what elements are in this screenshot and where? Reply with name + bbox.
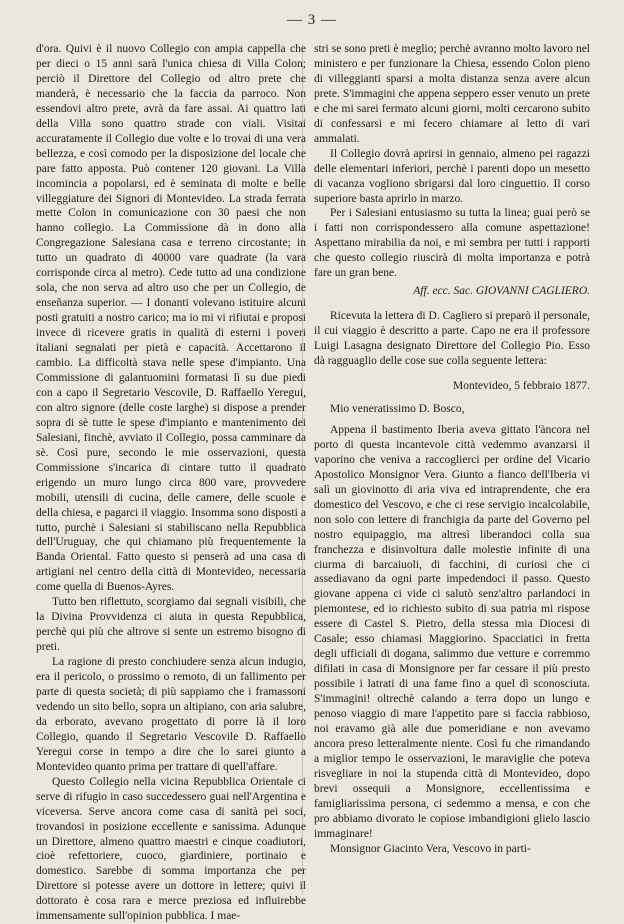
- letter-dateline: Montevideo, 5 febbraio 1877.: [452, 380, 590, 393]
- paragraph: Questo Collegio nella vicina Repubblica Orientale ci serve di rifugio in caso succedessero guai nell'Argentina e viceversa. Serve ancora come casa di sanità pei soci, trovandosi in posizione eccellente e sanissima. Adunque un Direttore, almeno quattro maestri e cinque coadiutori, cioè refettoriere, cuoco, giardiniere, portinaio e domestico. Sarebbe di somma importanza che per Direttore si potesse avere un dottore in lettere; quivi il dottorato è cosa rara e merce preziosa ed influirebbe immensamente sull'opinion pubblica. I mae-: [36, 775, 306, 923]
- paragraph: Il Collegio dovrà aprirsi in gennaio, almeno pei ragazzi delle elementari inferiori, perchè i parenti dopo un mesetto di vacanza vogliono sbrigarsi dal loro cinguettio. Il corso superiore basta aprirlo in marzo.: [314, 147, 590, 205]
- page-number: — 3 —: [287, 12, 337, 28]
- letter-salutation: Mio veneratissimo D. Bosco,: [330, 402, 465, 415]
- left-column: [36, 42, 306, 924]
- paragraph: d'ora. Quivi è il nuovo Collegio con ampia cappella che per dieci o 15 anni sarà l'unica chiesa di Villa Colon; perciò il Direttore del Collegio od altro prete che manderà, è necessario che la faccia da parroco. Non essendovi altro prete, avrà da fare assai. Ai quattro lati della Villa sono quattro strade con viali. Visitai accuratamente il Collegio due volte e lo trovai di una vera bellezza, e così comodo per la disposizione del locale che pare fatto apposta. Può contener 120 giovani. La Villa incomincia a popolarsi, ed è seminata di molte e belle villeggiature dei Signori di Montevideo. La strada ferrata mette Colon in comunicazione con 30 paesi che non hanno collegio. La Commissione dà in dono alla Congregazione Salesiana casa e terreno circostante; in tutto un quadrato di 40000 vare quadrate (la vara corrisponde circa al metro). Cede tutto ad una condizione sola, che non serva ad altro uso che per un Collegio, de enseñanza superior. — I donanti volevano istituire alcuni posti gratuiti a nostro carico; ma io mi vi rifiutai e proposi invece di ricevere gratis in qualità di esterni i poveri italiani segnalati per pietà e capacità. Accettarono il cambio. La difficoltà stava nelle spese d'impianto. Una Commissione di galantuomini formatasi lì su due piedi con a capo il Segretario Vescovile, D. Raffaello Yeregui, con altro signore (delle coste larghe) si dispose a prender sopra di sè tutte le spese d'impianto e mantenimento dei Salesiani, finchè, avviato il Collegio, possa camminare da sè. Così pure, secondo le mie osservazioni, questa Commissione s'incarica di cintare tutto il quadrato erigendo un muro lungo circa 800 vare, provvedere mobili, utensili di cucina, delle camere, delle scuole e della chiesa, e pagarci il viaggio. Insomma sono disposti a tutto, purchè i Salesiani si stabiliscano nella Repubblica dell'Uruguay, che qui chiamano più frequentemente la Banda Oriental. Fatto questo si penserà ad una casa di artigiani nel centro della città di Montevideo, necessaria come quella di Buenos-Ayres.: [36, 43, 306, 594]
- paragraph: Monsignor Giacinto Vera, Vescovo in parti-: [330, 842, 531, 855]
- right-column: [314, 42, 590, 857]
- paragraph: Tutto ben riflettuto, scorgiamo dai segnali visibili, che la Divina Provvidenza ci aiuta in questa Repubblica, perchè qui più che altrove si sente un estremo bisogno di preti.: [36, 596, 306, 654]
- signature: Aff. ecc. Sac. GIOVANNI CAGLIERO.: [413, 285, 590, 298]
- paragraph: Appena il bastimento Iberia aveva gittato l'àncora nel porto di questa incantevole città vedemmo avanzarsi il vaporino che veniva a raccoglierci per ordine del Vicario Apostolico Monsignor Vera. Giunto a fianco dell'Iberia vi salì un giovinotto di aria viva ed intraprendente, che era domestico del Vescovo, e che ci rese servigio incalcolabile, non solo con lettere di franchigia da parte del Governo pel nostro equipaggio, ma altresì liberandoci colla sua franchezza e disinvoltura dalle molestie infinite di una ciurma di barcaiuoli, di facchini, di curiosi che ci assediavano da ogni parte impedendoci il passo. Questo giovane appena ci vide ci salutò senz'altro parlandoci in piemontese, ed io richiesto subito di sua patria mi rispose essere di Castel S. Pietro, della stessa mia Diocesi di Casale; esso chiamasi Maggiorino. Spacciatici in fretta degli ufficiali di dogana, salimmo due vetture e corremmo difilati in casa di Monsignore per far cessare il più presto possibile i latrati di una fame fino a quel dì sconosciuta. S'immagini! oltrechè calando a terra dopo un lungo e penoso viaggio di mare l'appetito pare si faccia rabbioso, noi eravamo già alle due pomeridiane e non avevamo ancora preso letteralmente niente. Così fu che rimandando a miglior tempo le osservazioni, le maraviglie che poteva risvegliare in noi la stupenda città di Montevideo, dopo brevi ossequii a Monsignore, eccellentissima e famigliarissima persona, ci sedemmo a mensa, e con che pro abbiamo divorato le copiose imbandigioni glielo lascio immaginare!: [314, 423, 590, 840]
- paragraph: La ragione di presto conchiudere senza alcun indugio, era il pericolo, o prossimo o remoto, di un fallimento per parte di questa società; di più sappiamo che i framassoni vedendo un sito bello, sopra un altipiano, con aria salubre, da erborato, avevano progettato di porre là il loro Collegio, quando il Segretario Vescovile D. Raffaello Yeregui corse in tempo a dire che lo sarei giunto a Montevideo quanto prima per trattare di quell'affare.: [36, 656, 306, 773]
- paragraph: stri se sono preti è meglio; perchè avranno molto lavoro nel ministero e per funzionare la Chiesa, essendo Colon pieno di villeggianti sparsi a molta distanza senza avere alcun prete. S'immagini che appena seppero esser venuto un prete e che mi sarei fermato alcuni giorni, molti cercarono subito di confessarsi e mi fecero chiamare al letto di vari ammalati.: [314, 43, 590, 145]
- paragraph: Ricevuta la lettera di D. Cagliero si preparò il personale, il cui viaggio è descritto a parte. Capo ne era il professore Luigi Lasagna designato Direttore del Collegio Pio. Esso dà ragguaglio delle cose sue colla seguente lettera:: [314, 310, 590, 368]
- paragraph: Per i Salesiani entusiasmo su tutta la linea; guai però se i fatti non corrispondessero alla comune aspettazione! Aspettano mirabilia da noi, e mi sembra per tutti i rapporti che questo collegio riuscirà di molta importanza e potrà fare un gran bene.: [314, 207, 590, 280]
